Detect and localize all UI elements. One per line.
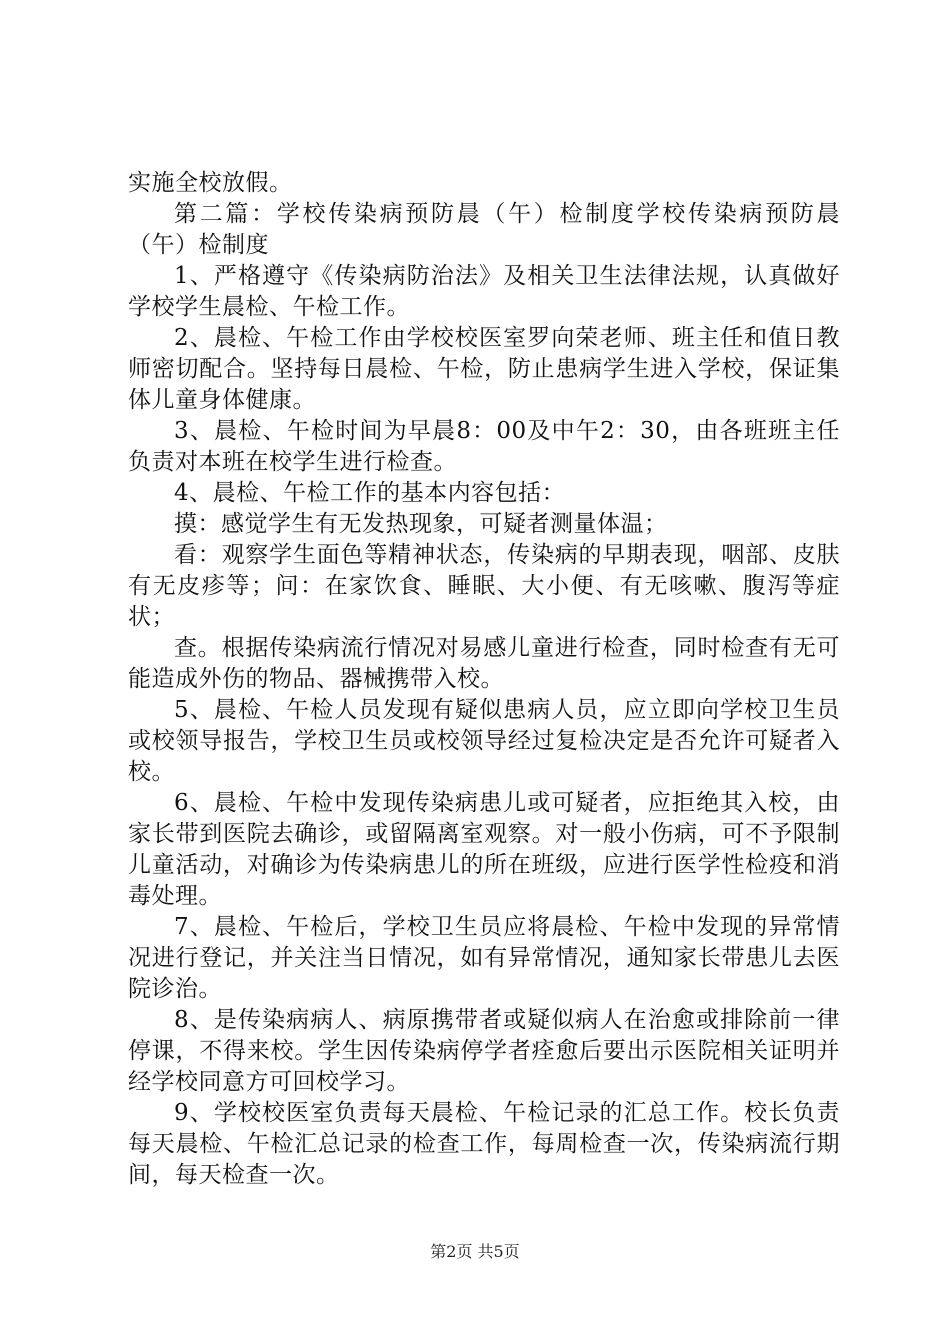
- paragraph: 8、是传染病病人、病原携带者或疑似病人在治愈或排除前一律停课，不得来校。学生因传染病停学者痊愈后要出示医院相关证明并经学校同意方可回校学习。: [128, 1007, 840, 1095]
- paragraph: 1、严格遵守《传染病防治法》及相关卫生法律法规，认真做好学校学生晨检、午检工作。: [128, 263, 840, 320]
- paragraph: 9、学校校医室负责每天晨检、午检记录的汇总工作。校长负责每天晨检、午检汇总记录的检查工作，每周检查一次，传染病流行期间，每天检查一次。: [128, 1100, 840, 1188]
- paragraph: 7、晨检、午检后，学校卫生员应将晨检、午检中发现的异常情况进行登记，并关注当日情况，如有异常情况，通知家长带患儿去医院诊治。: [128, 914, 840, 1002]
- paragraph: 实施全校放假。: [128, 170, 293, 196]
- paragraph: 摸：感觉学生有无发热现象，可疑者测量体温；: [174, 511, 668, 537]
- paragraph: 3、晨检、午检时间为早晨8：00及中午2：30，由各班班主任负责对本班在校学生进行检查。: [128, 418, 840, 475]
- paragraph: 6、晨检、午检中发现传染病患儿或可疑者，应拒绝其入校，由家长带到医院去确诊，或留隔离室观察。对一般小伤病，可不予限制儿童活动，对确诊为传染病患儿的所在班级，应进行医学性检疫和消毒处理。: [128, 790, 840, 909]
- page-number-footer: 第2页 共5页: [430, 1242, 520, 1261]
- paragraph: 查。根据传染病流行情况对易感儿童进行检查，同时检查有无可能造成外伤的物品、器械携带入校。: [128, 635, 840, 692]
- paragraph: 4、晨检、午检工作的基本内容包括：: [174, 480, 566, 506]
- document-body: [128, 168, 840, 1191]
- paragraph: 5、晨检、午检人员发现有疑似患病人员，应立即向学校卫生员或校领导报告，学校卫生员或校领导经过复检决定是否允许可疑者入校。: [128, 697, 840, 785]
- paragraph: 看：观察学生面色等精神状态，传染病的早期表现，咽部、皮肤有无皮疹等；问：在家饮食、睡眠、大小便、有无咳嗽、腹泻等症状；: [128, 542, 840, 630]
- section-heading: 第二篇：学校传染病预防晨（午）检制度学校传染病预防晨（午）检制度: [128, 201, 840, 258]
- paragraph: 2、晨检、午检工作由学校校医室罗向荣老师、班主任和值日教师密切配合。坚持每日晨检、午检，防止患病学生进入学校，保证集体儿童身体健康。: [128, 325, 840, 413]
